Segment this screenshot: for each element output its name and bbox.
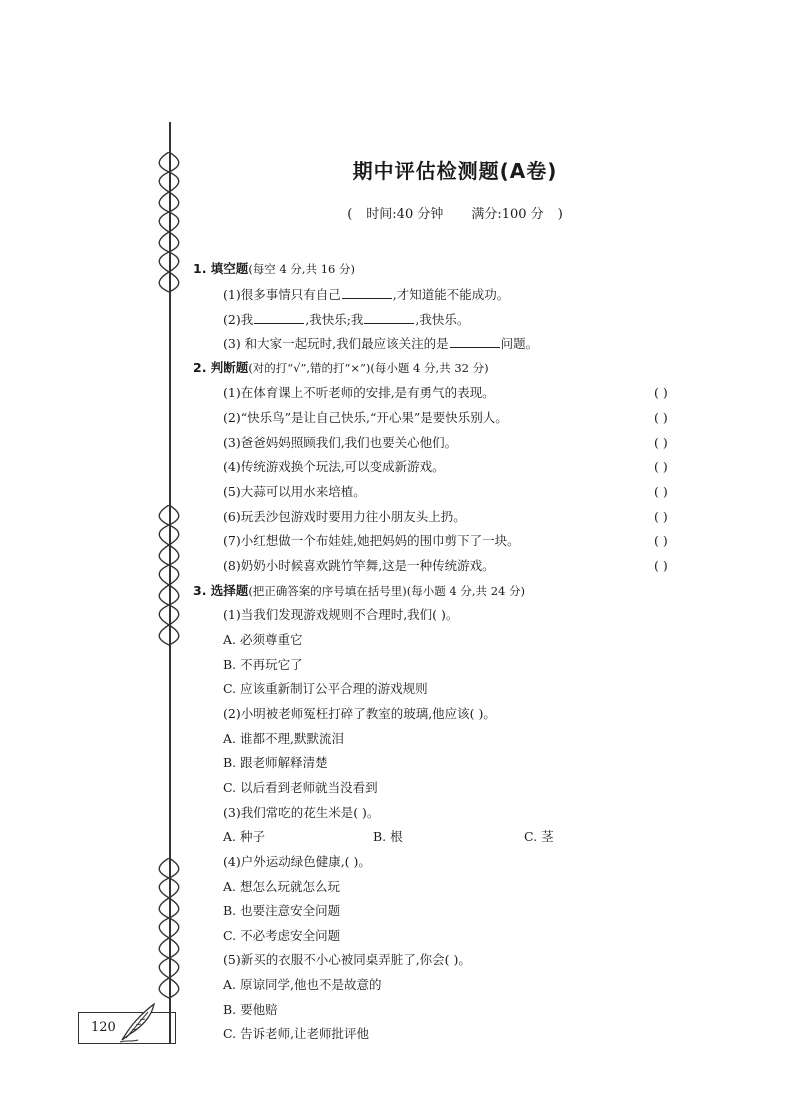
choice-option[interactable]: B. 跟老师解释清楚 — [223, 755, 328, 770]
choice-option[interactable]: A. 谁都不理,默默流泪 — [223, 731, 344, 746]
answer-paren[interactable]: ( ) — [654, 533, 668, 548]
answer-paren[interactable]: ( ) — [654, 385, 668, 400]
answer-paren[interactable]: ( ) — [654, 435, 668, 450]
quill-pen-icon — [118, 1000, 162, 1048]
answer-paren[interactable]: ( ) — [654, 484, 668, 499]
vine-ornament-icon — [154, 152, 184, 302]
choice-question: (4)户外运动绿色健康,( )。 — [223, 854, 371, 869]
choice-question: (1)当我们发现游戏规则不合理时,我们( )。 — [223, 607, 459, 622]
choice-option[interactable]: A. 种子 — [223, 829, 265, 844]
choice-option[interactable]: A. 原谅同学,他也不是故意的 — [223, 977, 382, 992]
fill-question: (3) 和大家一起玩时,我们最应该关注的是 问题。 — [223, 336, 539, 351]
choice-question: (2)小明被老师冤枉打碎了教室的玻璃,他应该( )。 — [223, 706, 496, 721]
answer-blank[interactable] — [342, 286, 392, 299]
judge-question: (8)奶奶小时候喜欢跳竹竿舞,这是一种传统游戏。 — [223, 558, 495, 573]
vine-ornament-icon — [154, 505, 184, 655]
choice-option[interactable]: A. 必须尊重它 — [223, 632, 303, 647]
answer-paren[interactable]: ( ) — [654, 558, 668, 573]
section-heading: 1. 填空题(每空 4 分,共 16 分) — [193, 261, 356, 276]
page-title: 期中评估检测题(A卷) — [352, 159, 558, 183]
judge-question: (7)小红想做一个布娃娃,她把妈妈的围巾剪下了一块。 — [223, 533, 520, 548]
choice-question: (5)新买的衣服不小心被同桌弄脏了,你会( )。 — [223, 952, 471, 967]
judge-question: (5)大蒜可以用水来培植。 — [223, 484, 366, 499]
time-limit: 时间:40 分钟 — [366, 207, 444, 222]
fill-question: (2)我 ,我快乐;我 ,我快乐。 — [223, 312, 470, 327]
choice-option[interactable]: A. 想怎么玩就怎么玩 — [223, 879, 340, 894]
choice-question: (3)我们常吃的花生米是( )。 — [223, 805, 380, 820]
choice-option[interactable]: B. 根 — [373, 829, 403, 844]
section-heading: 2. 判断题(对的打“√”,错的打“×”)(每小题 4 分,共 32 分) — [193, 360, 489, 375]
section-heading: 3. 选择题(把正确答案的序号填在括号里)(每小题 4 分,共 24 分) — [193, 583, 525, 598]
choice-option[interactable]: C. 茎 — [524, 829, 554, 844]
judge-question: (4)传统游戏换个玩法,可以变成新游戏。 — [223, 459, 445, 474]
answer-paren[interactable]: ( ) — [654, 509, 668, 524]
answer-paren[interactable]: ( ) — [654, 410, 668, 425]
answer-paren[interactable]: ( ) — [654, 459, 668, 474]
vine-ornament-icon — [154, 858, 184, 1003]
choice-option[interactable]: B. 也要注意安全问题 — [223, 903, 341, 918]
page-number: 120 — [91, 1020, 116, 1035]
judge-question: (6)玩丢沙包游戏时要用力往小朋友头上扔。 — [223, 509, 466, 524]
choice-option[interactable]: C. 以后看到老师就当没看到 — [223, 780, 378, 795]
answer-blank[interactable] — [364, 311, 414, 324]
choice-option[interactable]: B. 不再玩它了 — [223, 657, 303, 672]
answer-blank[interactable] — [254, 311, 304, 324]
answer-blank[interactable] — [450, 335, 500, 348]
judge-question: (3)爸爸妈妈照顾我们,我们也要关心他们。 — [223, 435, 458, 450]
judge-question: (2)“快乐鸟”是让自己快乐,“开心果”是要快乐别人。 — [223, 410, 508, 425]
judge-question: (1)在体育课上不听老师的安排,是有勇气的表现。 — [223, 385, 495, 400]
full-score: 满分:100 分 — [471, 207, 544, 222]
exam-info: ( 时间:40 分钟 满分:100 分 ) — [300, 203, 610, 222]
choice-option[interactable]: B. 要他赔 — [223, 1002, 278, 1017]
choice-option[interactable]: C. 告诉老师,让老师批评他 — [223, 1026, 370, 1041]
fill-question: (1)很多事情只有自己 ,才知道能不能成功。 — [223, 287, 510, 302]
choice-option[interactable]: C. 不必考虑安全问题 — [223, 928, 341, 943]
choice-option[interactable]: C. 应该重新制订公平合理的游戏规则 — [223, 681, 428, 696]
